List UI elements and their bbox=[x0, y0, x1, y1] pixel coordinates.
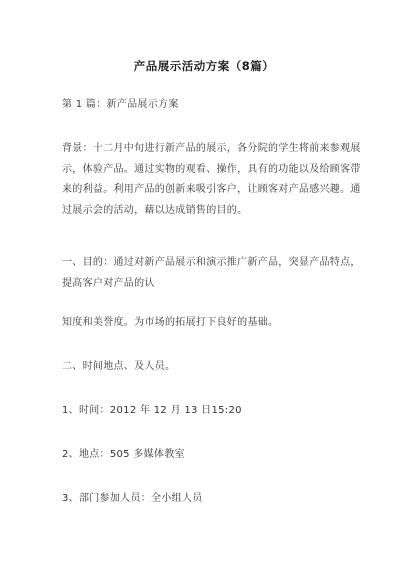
background-line-3: 来的利益。利用产品的创新来吸引客户，让顾客对产品感兴趣。通 bbox=[62, 184, 361, 195]
purpose-paragraph bbox=[62, 253, 361, 294]
time-item-text: 1、时间：2012 年 12 月 13 日15:20 bbox=[62, 405, 242, 416]
document-title: 产品展示活动方案（8篇） bbox=[133, 59, 275, 73]
place-item-text: 2、地点：505 多媒体教室 bbox=[62, 449, 185, 460]
people-item-text: 3、部门参加人员：全小组人员 bbox=[62, 493, 203, 504]
background-line-4: 过展示会的活动，藉以达成销售的目的。 bbox=[62, 204, 248, 216]
purpose-line-2: 提高客户对产品的认 bbox=[62, 277, 155, 289]
background-line-2: 示，体验产品。通过实物的观看、操作，具有的功能以及给顾客带 bbox=[62, 163, 361, 175]
section-heading bbox=[62, 95, 358, 116]
people-item bbox=[62, 489, 358, 510]
purpose-continued-text: 知度和美誉度。为市场的拓展打下良好的基础。 bbox=[62, 317, 279, 328]
purpose-line-1: 一、目的：通过对新产品展示和演示推广新产品，突显产品特点， bbox=[62, 257, 361, 268]
time-item bbox=[62, 401, 358, 422]
background-line-1: 背景：十二月中旬进行新产品的展示，各分院的学生将前来参观展 bbox=[62, 143, 361, 154]
time-place-heading bbox=[62, 357, 358, 378]
time-place-heading-text: 二、时间地点、及人员。 bbox=[62, 361, 176, 372]
section-heading-text: 第 1 篇：新产品展示方案 bbox=[62, 99, 179, 110]
purpose-continued-paragraph bbox=[62, 313, 358, 334]
background-paragraph bbox=[62, 139, 361, 221]
place-item bbox=[62, 445, 358, 466]
